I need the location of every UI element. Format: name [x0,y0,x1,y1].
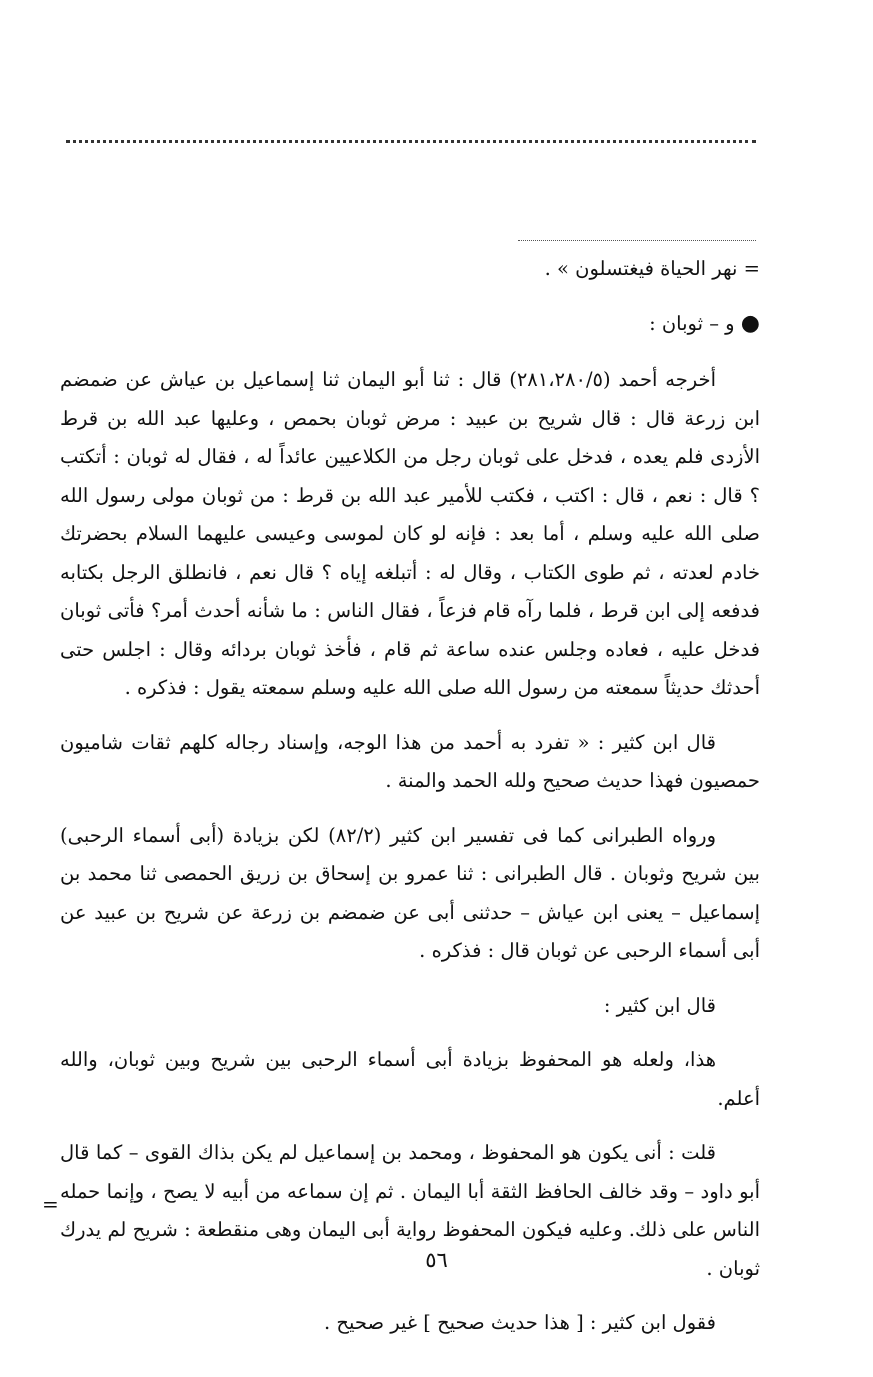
paragraph-qultu: قلت : أنى يكون هو المحفوظ ، ومحمد بن إسماعيل لم يكن بذاك القوى – كما قال أبو داود – وقد خالف الحافظ الثقة أبا اليمان . ثم إن سماعه من أبيه لا يصح ، وإنما حمله الناس على ذلك. وعليه فيكون المحفوظ رواية أبى اليمان وهى منقطعة : شريح لم يدرك ثوبان . [60,1141,760,1280]
section-heading [60,305,760,344]
paragraph-ibn-kathir-said: قال ابن كثير : [603,993,716,1017]
top-dotted-rule [66,140,756,143]
bullet-icon: ● [740,310,760,336]
paragraph-mahfuz: هذا، ولعله هو المحفوظ بزيادة أبى أسماء الرحبى بين شريح وبين ثوبان، والله أعلم. [60,1048,760,1110]
paragraph-tabarani: ورواه الطبرانى كما فى تفسير ابن كثير (٨٢/٢) لكن بزيادة (أبى أسماء الرحبى) بين شريح وثوبان . قال الطبرانى : ثنا عمرو بن إسحاق بن زريق الحمصى ثنا محمد بن إسماعيل – يعنى ابن عياش – حدثنى أبى عن ضمضم بن زرعة عن شريح بن عبيد عن أبى أسماء الرحبى عن ثوبان قال : فذكره . [60,823,760,962]
footnote-dotted-rule [518,240,756,241]
page-number: ٥٦ [425,1248,448,1272]
margin-mark: = [42,1192,59,1216]
paragraph-ibn-kathir-quote: قال ابن كثير : « تفرد به أحمد من هذا الوجه، وإسناد رجاله كلهم ثقات شاميون حمصيون فهذا حديث صحيح ولله الحمد والمنة . [60,730,760,792]
page-body [60,250,760,1343]
footnote-continuation: = نهر الحياة فيغتسلون » . [544,257,760,280]
section-heading-text: و – ثوبان : [649,311,735,335]
paragraph-conclusion: فقول ابن كثير : [ هذا حديث صحيح ] غير صحيح . [324,1311,716,1334]
paragraph-takhrij-ahmad: أخرجه أحمد (٢٨١،٢٨٠/٥) قال : ثنا أبو اليمان ثنا إسماعيل بن عياش عن ضمضم ابن زرعة قال : قال شريح بن عبيد : مرض ثوبان بحمص ، وعليها عبد الله بن قرط الأزدى فلم يعده ، فدخل على ثوبان رجل من الكلاعيين عائداً له ، فقال له ثوبان : أتكتب ؟ قال : نعم ، قال : اكتب ، فكتب للأمير عبد الله بن قرط : من ثوبان مولى رسول الله صلى الله عليه وسلم ، أما بعد : فإنه لو كان لموسى وعيسى عليهما السلام بحضرتك خادم لعدته ، ثم طوى الكتاب ، وقال له : أتبلغه إياه ؟ قال نعم ، فانطلق الرجل بكتابه فدفعه إلى ابن قرط ، فلما رآه قام فزعاً ، فقال الناس : ما شأنه أحدث أمر؟ فأتى ثوبان فدخل عليه ، فعاده وجلس عنده ساعة ثم قام ، فأخذ ثوبان بردائه وقال : اجلس حتى أحدثك حديثاً سمعته من رسول الله صلى الله عليه وسلم سمعته يقول : فذكره . [60,368,760,699]
